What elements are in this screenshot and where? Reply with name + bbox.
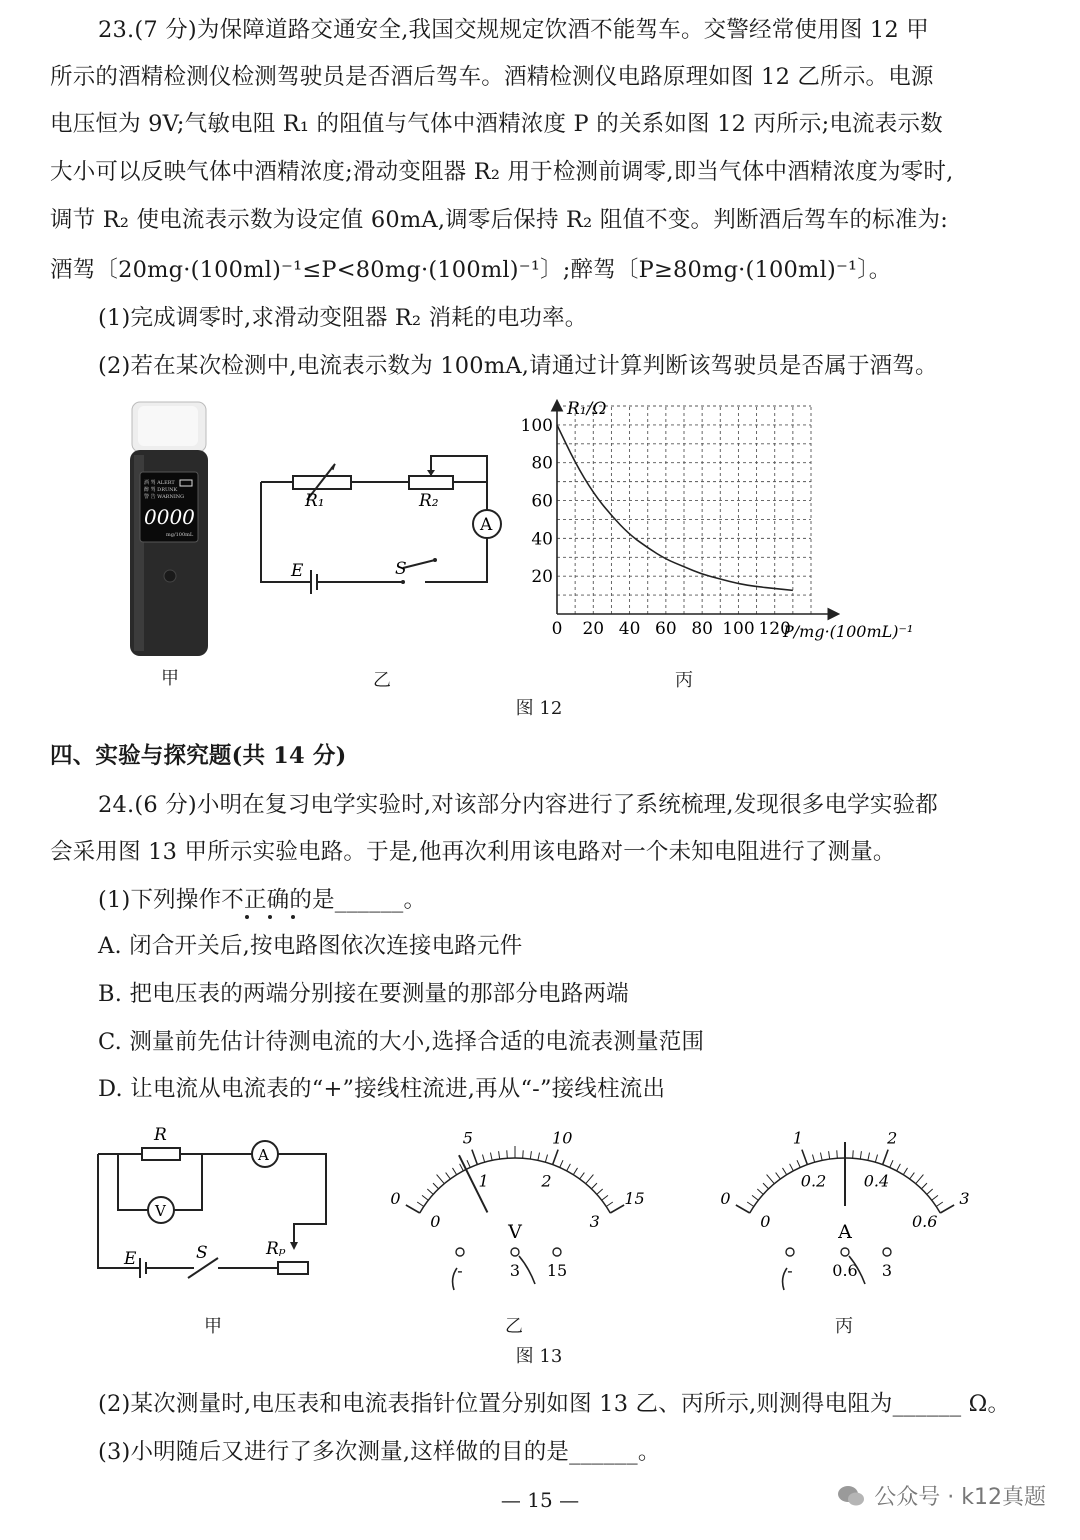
label-voltmeter: V [155,1202,166,1220]
graph-y-label: R₁/Ω [567,399,607,419]
device-display: 0000 [144,505,195,529]
graph-x-label: P/mg·(100mL)⁻¹ [783,622,914,641]
voltmeter-tick [591,1183,597,1189]
voltmeter-tick [586,1175,594,1184]
label-rheostat: Rₚ [266,1239,286,1259]
ammeter-terminal[interactable] [841,1248,849,1256]
q24-option-c: C. 测量前先估计待测电流的大小,选择合适的电流表测量范围 [98,1029,705,1055]
voltmeter-tick [482,1155,484,1163]
x-tick-label: 100 [722,619,755,639]
ammeter-tick [829,1151,830,1159]
x-tick-label: 40 [618,619,641,639]
voltmeter-tick [406,1205,420,1213]
label-source: E [291,561,304,581]
label-r2: R₂ [419,491,439,511]
voltmeter-tick [560,1160,563,1167]
voltmeter-dial [370,1118,660,1298]
label-switch-13: S [196,1243,208,1263]
ammeter-inner-label: 0 [760,1212,771,1231]
ammeter-terminal-label: - [787,1261,793,1280]
ammeter-terminal-label: 3 [881,1261,893,1280]
ammeter-tick [763,1183,769,1189]
r2-slider [431,456,487,482]
voltmeter-tick [538,1153,540,1161]
ammeter-tick [921,1183,927,1189]
fig12-label-jia: 甲 [161,668,179,689]
ammeter-tick [782,1168,786,1175]
voltmeter-terminal[interactable] [456,1248,464,1256]
y-tick-label: 100 [520,415,553,436]
voltmeter-outer-label: 10 [552,1128,573,1148]
x-tick-label: 120 [758,619,791,639]
ammeter-terminal[interactable] [883,1248,891,1256]
voltmeter-tick [452,1168,456,1175]
label-ammeter-13: A [258,1146,269,1164]
y-tick-label: 20 [531,567,553,588]
ammeter-tick [890,1160,893,1167]
ammeter-tick [910,1173,915,1179]
voltmeter-tick [523,1150,524,1158]
voltmeter-tick [580,1173,585,1179]
voltmeter-tick [472,1150,477,1165]
ammeter-outer-label: 3 [959,1189,970,1208]
q24-sub-3: (3)小明随后又进行了多次测量,这样做的目的是______。 [98,1439,661,1465]
voltmeter-outer-label: 5 [462,1128,473,1148]
ammeter-tick [837,1150,838,1158]
q23-line-6: 酒驾〔20mg·(100ml)⁻¹≤P<80mg·(100ml)⁻¹〕;醉驾〔P≥80mg·(100ml)⁻¹〕。 [50,257,892,283]
voltmeter-tick [433,1183,439,1189]
battery-symbol [311,570,317,594]
q23-line-1: 23.(7 分)为保障道路交通安全,我国交规规定饮酒不能驾车。交警经常使用图 12 甲 [98,17,929,43]
ammeter-tick [767,1175,775,1184]
voltmeter-tick [417,1202,424,1206]
q24-line-2: 会采用图 13 甲所示实验电路。于是,他再次利用该电路对一个未知电阻进行了测量。 [50,839,896,865]
resistor-r2 [409,476,453,489]
label-source-13: E [124,1249,137,1269]
voltmeter-tick [567,1164,571,1171]
q23-line-3: 电压恒为 9V;气敏电阻 R₁ 的阻值与气体中酒精浓度 P 的关系如图 12 丙所示;电流表示数 [50,111,943,137]
voltmeter-inner-label: 3 [589,1212,600,1231]
voltmeter-outer-label: 15 [624,1189,645,1208]
voltmeter-inner-label: 1 [478,1171,489,1191]
resistor-r1 [293,476,351,489]
voltmeter-terminal-label: 15 [546,1261,568,1280]
voltmeter-scale-arc [420,1158,611,1213]
voltmeter-tick [553,1150,558,1165]
page-number: — 15 — [500,1488,580,1512]
fig13-label-yi: 乙 [505,1316,523,1337]
q24-option-a: A. 闭合开关后,按电路图依次连接电路元件 [98,933,523,959]
wechat-icon [836,1484,866,1508]
watermark-text: 公众号 · k12真题 [874,1485,1046,1510]
x-tick-label: 20 [582,619,605,639]
q23-sub-2: (2)若在某次检测中,电流表示数为 100mA,请通过计算判断该驾驶员是否属于酒驾。 [98,353,938,379]
q24-option-b: B. 把电压表的两端分别接在要测量的那部分电路两端 [98,981,629,1007]
ammeter-unit: A [838,1221,852,1243]
ammeter-tick [797,1160,800,1167]
fig12-label-yi: 乙 [373,670,391,691]
fig12-label-bing: 丙 [675,670,693,691]
voltmeter-tick [422,1195,428,1200]
voltmeter-tick [490,1153,492,1161]
ammeter-tick [776,1173,781,1179]
fig13-label-bing: 丙 [835,1316,853,1337]
y-tick-label: 60 [531,491,553,512]
ammeter-tick [940,1205,954,1213]
device-button [164,570,176,582]
q24-option-d: D. 让电流从电流表的“+”接线柱流进,再从“-”接线柱流出 [98,1076,666,1102]
q23-line-5: 调节 R₂ 使电流表示数为设定值 60mA,调零后保持 R₂ 阻值不变。判断酒后驾车的标准为: [50,207,949,233]
label-r1: R₁ [305,491,325,511]
ammeter-tick [747,1202,754,1206]
rheostat-rp [278,1262,308,1274]
ammeter-tick [936,1202,943,1206]
voltmeter-tick [530,1151,531,1159]
ammeter-tick [875,1155,877,1163]
ammeter-tick [736,1205,750,1213]
q24-line-1: 24.(6 分)小明在复习电学实验时,对该部分内容进行了系统梳理,发现很多电学实验都 [98,792,939,818]
voltmeter-tick [427,1189,433,1194]
ammeter-tick [802,1150,807,1165]
voltmeter-unit: V [508,1221,522,1243]
voltmeter-outer-label: 0 [390,1189,401,1208]
q23-sub-1: (1)完成调零时,求滑动变阻器 R₂ 消耗的电功率。 [98,305,588,331]
voltmeter-inner-label: 2 [541,1171,552,1191]
voltmeter-tick [446,1173,451,1179]
voltmeter-terminal[interactable] [553,1248,561,1256]
watermark [836,1480,1046,1511]
ammeter-tick [927,1189,933,1194]
label-switch: S [395,559,407,579]
fig12-graph [515,396,965,646]
ammeter-inner-label: 0.2 [800,1171,827,1191]
ammeter-tick [916,1175,924,1184]
ammeter-tick [860,1151,861,1159]
ammeter-tick [752,1195,758,1200]
ammeter-tick [812,1155,814,1163]
voltmeter-wire [519,1256,535,1284]
voltmeter-tick [507,1150,508,1158]
voltmeter-tick [606,1202,613,1206]
ammeter-outer-label: 0 [720,1189,731,1208]
voltmeter-tick [602,1195,608,1200]
fig12-device [128,400,212,658]
device-screen-line-2: 醉 驾 DRUNK [144,487,178,493]
resistor-r [142,1148,180,1160]
ammeter-tick [757,1189,763,1194]
y-tick-label: 80 [531,453,553,474]
r1-vs-p-curve [557,425,793,590]
voltmeter-tick [610,1205,624,1213]
ammeter-tick [897,1164,901,1171]
label-ammeter: A [480,515,493,535]
ammeter-tick [790,1164,794,1171]
ammeter-tick [868,1153,870,1161]
voltmeter-terminal-label: - [457,1261,463,1280]
q24-sub-1: (1)下列操作不正确的是______。 [98,887,427,913]
device-screen-line-3: 警 告 WARNING [144,494,185,500]
voltmeter-tick [467,1160,470,1167]
device-screen-unit: mg/100mL [166,532,194,538]
voltmeter-tick [499,1151,500,1159]
ammeter-inner-label: 0.6 [911,1212,938,1231]
battery-symbol-13 [140,1258,146,1278]
section-4-title: 四、实验与探究题(共 14 分) [50,743,347,769]
ammeter-tick [820,1153,822,1161]
device-screen-line-1: 酒 驾 ALERT [144,480,175,486]
fig12-caption: 图 12 [515,698,563,719]
x-tick-label: 80 [691,619,713,639]
voltmeter-terminal-label: 3 [509,1261,521,1280]
x-tick-label: 60 [655,619,677,639]
voltmeter-tick [545,1155,547,1163]
ammeter-outer-label: 2 [887,1128,898,1148]
voltmeter-tick [573,1168,577,1175]
x-tick-label: 0 [551,619,563,639]
voltmeter-terminal[interactable] [511,1248,519,1256]
ammeter-outer-label: 1 [792,1128,803,1148]
voltmeter-inner-label: 0 [430,1212,441,1231]
voltmeter-tick [437,1175,445,1184]
ammeter-tick [853,1150,854,1158]
fig13-label-jia: 甲 [204,1316,222,1337]
fig13-caption: 图 13 [515,1346,563,1367]
emphasis-dots [240,912,310,922]
ammeter-dial [700,1118,990,1298]
ammeter-tick [903,1168,907,1175]
label-r: R [154,1125,167,1145]
ammeter-tick [883,1150,888,1165]
ammeter-inner-label: 0.4 [863,1171,890,1191]
q24-sub-2: (2)某次测量时,电压表和电流表指针位置分别如图 13 乙、丙所示,则测得电阻为______ Ω。 [98,1391,1011,1417]
ammeter-terminal[interactable] [786,1248,794,1256]
fig12-circuit [255,448,505,598]
fig13-circuit [88,1118,338,1288]
ammeter-tick [932,1195,938,1200]
ammeter-terminal-label: 0.6 [832,1261,858,1280]
q23-line-4: 大小可以反映气体中酒精浓度;滑动变阻器 R₂ 用于检测前调零,即当气体中酒精浓度为零时, [50,159,954,185]
q23-line-2: 所示的酒精检测仪检测驾驶员是否酒后驾车。酒精检测仪电路原理如图 12 乙所示。电源 [50,64,934,90]
y-tick-label: 40 [531,529,553,550]
voltmeter-tick [597,1189,603,1194]
